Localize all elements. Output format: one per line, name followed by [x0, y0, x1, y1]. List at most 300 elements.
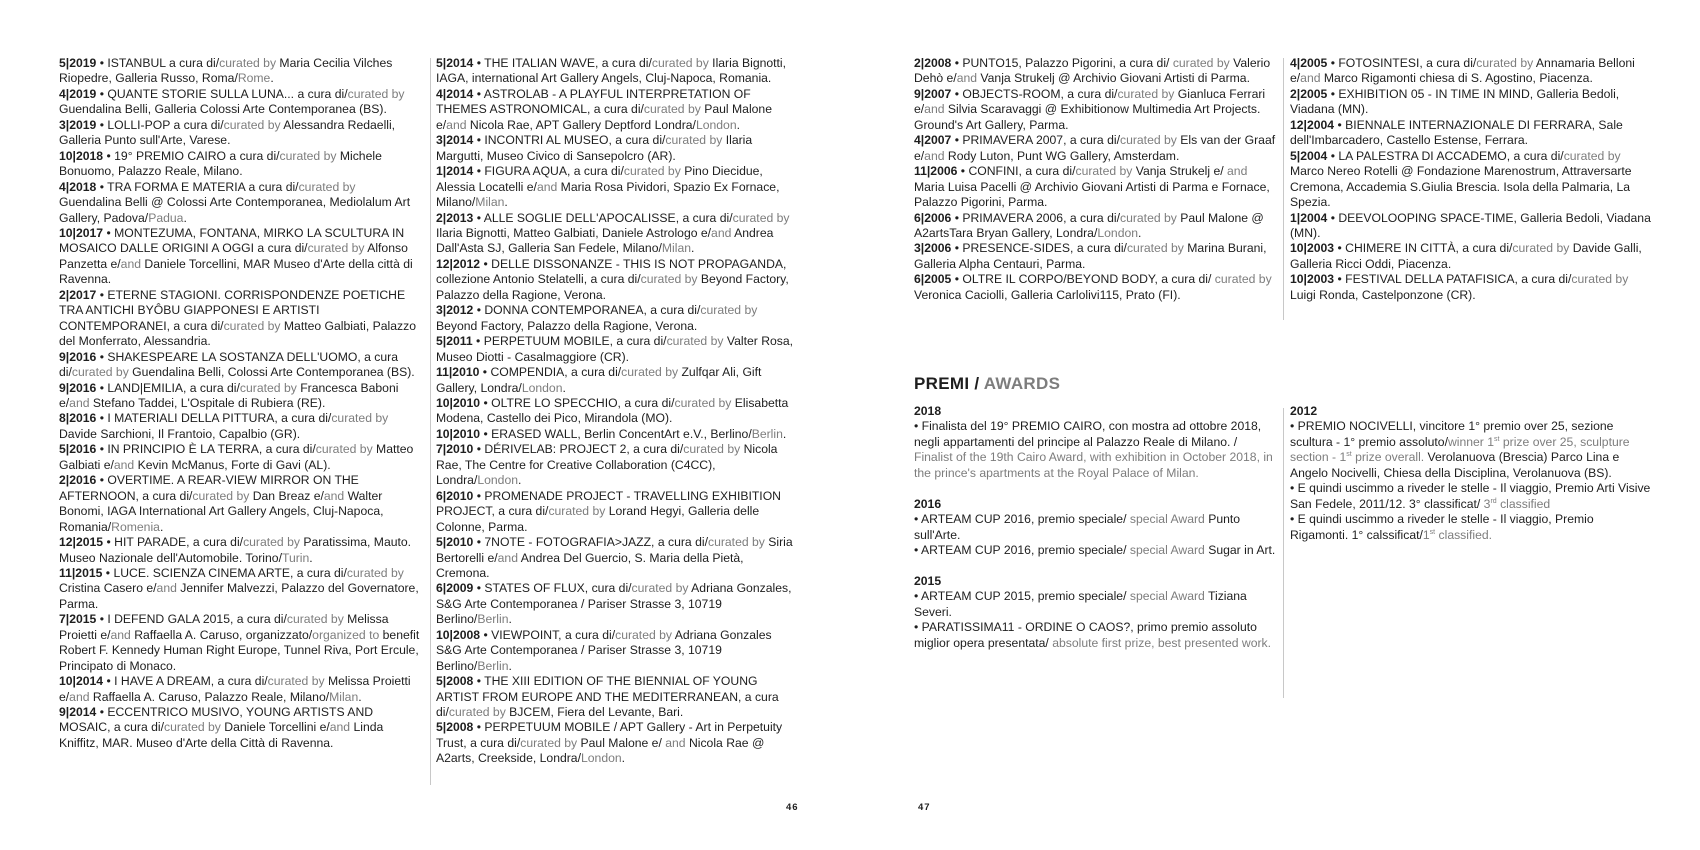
awards-title-en: AWARDS: [983, 374, 1061, 393]
exhibition-entry: [1290, 56, 1652, 87]
bullet-separator: •: [480, 256, 492, 271]
entry-text-english: and: [113, 457, 135, 472]
entry-text: .: [621, 751, 626, 766]
column-divider: [430, 58, 431, 785]
exhibition-entry: [436, 628, 798, 674]
entry-text: Els van der Graaf e/: [914, 133, 1276, 163]
entry-text: • E quindi uscimmo a riveder le stelle - Il viaggio, Premio Rigamonti. 1° calssificat/: [1290, 512, 1594, 542]
entry-text: INCONTRI AL MUSEO, a cura di/: [484, 133, 666, 148]
entry-text: Guendalina Belli, Galleria Colossi Arte Contemporanea (BS).: [59, 102, 387, 117]
entry-text-english: curated by: [286, 612, 344, 627]
bullet-separator: •: [480, 395, 492, 410]
entry-text: .: [159, 519, 164, 534]
bullet-separator: •: [473, 535, 485, 550]
entry-text: PROMENADE PROJECT - TRAVELLING EXHIBITION PROJECT, a cura di/: [436, 488, 781, 519]
exhibition-date: 7|2010: [436, 442, 474, 457]
entry-text-english: London: [580, 751, 622, 766]
entry-text: Ilaria Bignotti, Matteo Galbiati, Daniele Astrologo e/: [436, 225, 712, 240]
exhibition-date: 10|2003: [1290, 241, 1335, 256]
entry-text-english: Rome: [237, 71, 271, 86]
entry-text-english: curated by: [683, 442, 741, 457]
entry-text-english: Turin: [281, 550, 310, 565]
entry-text-english: special Award: [1129, 589, 1205, 604]
entry-text: OBJECTS-ROOM, a cura di/: [962, 86, 1118, 101]
exhibition-date: 2|2008: [914, 56, 952, 70]
entry-text-english: and: [69, 689, 90, 704]
entry-text-english: classified: [1496, 496, 1551, 511]
exhibition-date: 10|2017: [59, 225, 104, 240]
exhibition-date: 5|2010: [436, 535, 474, 550]
entry-text: ETERNE STAGIONI. CORRISPONDENZE POETICHE TRA ANTICHI BYÔBU GIAPPONESI E ARTISTI CONTEMPORANEI, a cura di/: [59, 287, 406, 333]
exhibition-entry: [59, 87, 421, 118]
bullet-separator: •: [1327, 56, 1339, 70]
page-number-left: 46: [786, 802, 799, 813]
exhibition-date: 4|2005: [1290, 56, 1328, 70]
awards-title-separator: /: [969, 374, 984, 393]
exhibition-date: 1|2014: [436, 164, 474, 179]
entry-text: .: [782, 426, 787, 441]
entry-text-english: and: [1300, 71, 1321, 86]
bullet-separator: •: [96, 612, 108, 627]
entry-text: PERPETUUM MOBILE / APT Gallery - Art in Perpetuity Trust, a cura di/: [436, 720, 783, 750]
entry-text: Adriana Gonzales S&G Arte Contemporanea / Pariser Strasse 3, 10719 Berlino/: [436, 627, 772, 673]
entry-text: CONFINI, a cura di/: [968, 164, 1076, 179]
entry-text: Jennifer Malvezzi, Palazzo del Governatore, Parma.: [59, 581, 419, 611]
entry-text: Vanja Strukelj @ Archivio Giovani Artisti di Parma.: [977, 71, 1250, 86]
entry-text: I MATERIALI DELLA PITTURA, a cura di/: [107, 411, 332, 426]
exhibition-date: 12|2012: [436, 256, 481, 271]
entry-text: OLTRE LO SPECCHIO, a cura di/: [491, 395, 675, 410]
exhibition-date: 2|2013: [436, 210, 474, 225]
entry-text: LUCE. SCIENZA CINEMA ARTE, a cura di/: [113, 565, 347, 580]
entry-text-english: curated by: [243, 535, 300, 550]
bullet-separator: •: [96, 86, 108, 101]
entry-text: Matteo Galbiati e/: [59, 442, 414, 472]
bullet-separator: •: [96, 473, 108, 488]
exhibition-date: 3|2012: [436, 303, 474, 318]
entry-text-english: curated by: [631, 581, 689, 596]
bullet-separator: •: [96, 179, 108, 194]
exhibition-date: 5|2008: [436, 720, 474, 735]
entry-text: Sugar in Art.: [1204, 543, 1276, 558]
bullet-separator: •: [951, 241, 963, 256]
entry-text-english: curated by: [623, 164, 681, 179]
entry-text-english: curated by: [347, 86, 405, 101]
entry-text: Maria Luisa Pacelli @ Archivio Giovani Artisti di Parma e Fornace, Palazzo Pigorini, Parma.: [914, 179, 1270, 210]
entry-text: THE XIII EDITION OF THE BIENNIAL OF YOUNG ARTIST FROM EUROPE AND THE MEDITERRANEAN, a cura di/: [436, 674, 779, 720]
award-entry: [914, 543, 1276, 558]
exhibition-entry: [59, 118, 421, 149]
entry-text: ECCENTRICO MUSIVO, YOUNG ARTISTS AND MOSAIC, a cura di/: [59, 705, 374, 735]
bullet-separator: •: [473, 720, 485, 735]
award-entry: [1290, 481, 1652, 512]
entry-text-english: and: [323, 488, 345, 503]
exhibition-entry: [436, 581, 798, 627]
entry-text: Linda Kniffitz, MAR. Museo d'Arte della Città di Ravenna.: [59, 720, 384, 750]
award-year: 2018: [914, 404, 942, 418]
exhibitions-column-3: [914, 56, 1276, 303]
entry-text: VIEWPOINT, a cura di/: [491, 627, 616, 642]
entry-text: I DEFEND GALA 2015, a cura di/: [107, 612, 287, 627]
exhibition-entry: [436, 720, 798, 766]
exhibition-date: 4|2018: [59, 179, 97, 194]
entry-text-english: Finalist of the 19th Cairo Award, with exhibition in October 2018, in the prince's apartments at the Royal Palace of Milan.: [914, 450, 1273, 480]
award-entry: [1290, 512, 1652, 543]
entry-text-english: curated by: [298, 179, 356, 194]
entry-text-english: curated by: [448, 705, 506, 720]
exhibition-date: 12|2015: [59, 535, 104, 550]
exhibition-date: 12|2004: [1290, 117, 1335, 132]
exhibition-entry: [436, 365, 798, 396]
entry-text: Paul Malone @ A2artsTara Bryan Gallery, Londra/: [914, 210, 1264, 240]
exhibition-date: 9|2014: [59, 705, 97, 720]
exhibition-entry: [59, 381, 421, 412]
awards-title-it: PREMI: [914, 374, 970, 393]
entry-text-english: curated by: [651, 56, 709, 70]
award-entry: [914, 512, 1276, 543]
entry-text: PUNTO15, Palazzo Pigorini, a cura di/: [962, 56, 1173, 70]
exhibition-date: 4|2007: [914, 133, 952, 148]
entry-text-english: Romenia: [111, 519, 160, 534]
entry-text: Adriana Gonzales, S&G Arte Contemporanea / Pariser Strasse 3, 10719 Berlino/: [436, 581, 792, 627]
exhibition-entry: [59, 56, 421, 87]
entry-text: Marina Burani, Galleria Alpha Centauri, Parma.: [914, 241, 1267, 271]
exhibition-date: 6|2009: [436, 581, 474, 596]
exhibition-entry: [59, 705, 421, 751]
entry-text: • E quindi uscimmo a riveder le stelle - Il viaggio, Premio Arti Visive San Fedele, 2011/12. 3° classificat/: [1290, 481, 1651, 511]
entry-text: • ARTEAM CUP 2016, premio speciale/: [914, 512, 1130, 527]
award-year: 2016: [914, 496, 942, 511]
entry-text: Nicola Rae, APT Gallery Deptford Londra/: [466, 117, 696, 132]
entry-text-english: curated by: [1214, 272, 1272, 287]
exhibition-entry: [59, 612, 421, 674]
bullet-separator: •: [951, 86, 963, 101]
entry-text: Guendalina Belli, Colossi Arte Contemporanea (BS).: [128, 365, 415, 380]
exhibition-date: 3|2019: [59, 117, 97, 132]
bullet-separator: •: [473, 56, 485, 70]
entry-text-english: and: [1227, 164, 1248, 179]
bullet-separator: •: [951, 133, 963, 148]
column-divider: [1283, 58, 1284, 320]
entry-text: Daniele Torcellini, MAR Museo d'Arte della città di Ravenna.: [59, 256, 413, 287]
entry-text-english: classified.: [1435, 527, 1493, 542]
exhibition-entry: [436, 257, 798, 303]
entry-text: EXHIBITION 05 - IN TIME IN MIND, Galleria Bedoli, Viadana (MN).: [1290, 86, 1620, 117]
exhibition-entry: [59, 180, 421, 226]
exhibition-date: 5|2011: [436, 334, 473, 349]
bullet-separator: •: [96, 442, 108, 457]
entry-text: Paul Malone e/: [436, 102, 772, 132]
entry-text: Kevin McManus, Forte di Gavi (AL).: [134, 457, 331, 472]
entry-text-english: absolute first prize, best presented work.: [1052, 635, 1272, 650]
bullet-separator: •: [473, 488, 485, 503]
exhibition-entry: [59, 442, 421, 473]
exhibition-entry: [436, 56, 798, 87]
exhibition-entry: [59, 411, 421, 442]
bullet-separator: •: [957, 164, 969, 179]
entry-text-english: st: [1494, 435, 1500, 443]
bullet-separator: •: [1327, 86, 1339, 101]
bullet-separator: •: [479, 365, 491, 380]
entry-text: Lorand Hegyi, Galleria delle Colonne, Parma.: [436, 504, 760, 534]
entry-text: Paratissima, Mauto. Museo Nazionale dell'Automobile. Torino/: [59, 535, 412, 565]
entry-text: Ilaria Bignotti, IAGA, international Art Gallery Angels, Cluj-Napoca, Romania.: [436, 56, 787, 86]
entry-text-english: curated by: [1571, 272, 1629, 287]
bullet-separator: •: [1327, 210, 1339, 225]
exhibition-entry: [1290, 87, 1652, 118]
entry-text-english: and: [711, 225, 732, 240]
bullet-separator: •: [473, 303, 485, 318]
exhibition-entry: [436, 535, 798, 581]
bullet-separator: •: [951, 210, 963, 225]
entry-text-english: curated by: [1476, 56, 1534, 70]
entry-text-english: curated by: [700, 303, 758, 318]
entry-text: OLTRE IL CORPO/BEYOND BODY, a cura di/: [962, 272, 1215, 287]
entry-text-english: winner 1: [1447, 434, 1495, 449]
entry-text: .: [309, 550, 313, 565]
award-year-block: [1290, 404, 1652, 543]
entry-text-english: and: [536, 179, 558, 194]
exhibition-entry: [914, 164, 1276, 210]
entry-text-english: curated by: [548, 504, 606, 519]
bullet-separator: •: [473, 442, 485, 457]
entry-text: Veronica Caciolli, Galleria Carlolivi115, Prato (FI).: [914, 287, 1181, 302]
entry-text-english: special Award: [1129, 512, 1205, 527]
entry-text-english: curated by: [732, 210, 790, 225]
entry-text: .: [270, 71, 274, 86]
exhibition-date: 5|2016: [59, 442, 97, 457]
award-entry: [914, 589, 1276, 620]
entry-text-english: Berlin: [751, 426, 783, 441]
entry-text: Dan Breaz e/: [249, 488, 324, 503]
entry-text-english: and: [69, 395, 90, 410]
entry-text: Melissa Proietti e/: [59, 612, 389, 642]
exhibition-date: 11|2006: [914, 164, 958, 179]
entry-text-english: and: [665, 735, 686, 750]
entry-text-english: curated by: [1119, 133, 1177, 148]
entry-text: .: [183, 210, 187, 225]
entry-text: Maria Rosa Pividori, Spazio Ex Fornace, Milano/: [436, 179, 780, 210]
award-year-block: [914, 574, 1276, 651]
exhibition-entry: [436, 87, 798, 133]
entry-text: • Finalista del 19° PREMIO CAIRO, con mostra ad ottobre 2018, negli appartamenti del principe al Palazzo Reale di Milano. /: [914, 419, 1262, 449]
entry-text: Siria Bertorelli e/: [436, 535, 793, 565]
exhibition-entry: [59, 149, 421, 180]
exhibition-date: 10|2008: [436, 627, 481, 642]
bullet-separator: •: [103, 148, 115, 163]
column-divider: [1283, 408, 1284, 698]
exhibition-entry: [59, 350, 421, 381]
exhibition-entry: [436, 396, 798, 427]
bullet-separator: •: [480, 627, 492, 642]
entry-text-english: curated by: [674, 395, 732, 410]
entry-text: Walter Bonomi, IAGA International Art Gallery Angels, Cluj-Napoca, Romania/: [59, 488, 384, 534]
entry-text-english: and: [956, 71, 978, 86]
bullet-separator: •: [96, 349, 108, 364]
bullet-separator: •: [473, 581, 485, 596]
entry-text: Silvia Scaravaggi @ Exhibitionow Multimedia Art Projects. Ground's Art Gallery, Parma.: [914, 102, 1261, 132]
exhibition-entry: [59, 535, 421, 566]
entry-text: FOTOSINTESI, a cura di/: [1338, 56, 1477, 70]
entry-text: COMPENDIA, a cura di/: [490, 365, 622, 380]
entry-text: Paul Malone e/: [577, 735, 666, 750]
entry-text-english: curated by: [707, 535, 765, 550]
award-year: 2012: [1290, 404, 1318, 418]
entry-text-english: st: [1429, 528, 1436, 536]
exhibition-date: 11|2010: [436, 365, 480, 380]
entry-text: PERPETUUM MOBILE, a cura di/: [483, 334, 667, 349]
entry-text: HIT PARADE, a cura di/: [114, 535, 244, 550]
entry-text: Davide Sarchioni, Il Frantoio, Capalbio (GR).: [59, 426, 301, 441]
bullet-separator: •: [1334, 117, 1346, 132]
exhibitions-column-2: [436, 56, 798, 767]
entry-text: FIGURA AQUA, a cura di/: [484, 164, 624, 179]
exhibition-date: 4|2014: [436, 86, 474, 101]
bullet-separator: •: [103, 535, 115, 550]
entry-text: Andrea Dall'Asta SJ, Galleria San Fedele, Milano/: [436, 225, 774, 256]
entry-text-english: curated by: [267, 674, 325, 689]
entry-text: CHIMERE IN CITTÀ, a cura di/: [1345, 241, 1513, 256]
awards-column-1: [914, 404, 1276, 667]
entry-text-english: curated by: [666, 334, 724, 349]
exhibition-entry: [914, 241, 1276, 272]
entry-text: IN PRINCIPIO È LA TERRA, a cura di/: [107, 442, 316, 457]
entry-text-english: and: [329, 720, 351, 735]
entry-text: Alfonso Panzetta e/: [59, 241, 408, 271]
award-year: 2015: [914, 573, 942, 588]
bullet-separator: •: [473, 210, 484, 225]
entry-text: Maria Cecilia Vilches Riopedre, Galleria Russo, Roma/: [59, 56, 393, 86]
entry-text: • PARATISSIMA11 - ORDINE O CAOS?, primo premio assoluto miglior opera presentata/: [914, 620, 1257, 650]
bullet-separator: •: [473, 86, 484, 101]
award-year-block: [914, 497, 1276, 559]
bullet-separator: •: [1327, 148, 1339, 163]
entry-text: .: [1138, 225, 1142, 240]
bullet-separator: •: [1334, 241, 1346, 256]
bullet-separator: •: [951, 272, 963, 287]
entry-text-english: Berlin: [477, 612, 509, 627]
bullet-separator: •: [96, 56, 108, 70]
exhibitions-column-4: [1290, 56, 1652, 303]
entry-text: Gianluca Ferrari e/: [914, 86, 1266, 117]
entry-text-english: curated by: [307, 241, 365, 256]
exhibition-date: 10|2003: [1290, 272, 1335, 287]
exhibition-entry: [914, 56, 1276, 87]
exhibition-date: 10|2010: [436, 395, 481, 410]
entry-text-english: London: [477, 473, 519, 488]
entry-text: .: [508, 658, 512, 673]
exhibition-date: 10|2010: [436, 426, 481, 441]
entry-text: Punto sull'Arte.: [914, 512, 1241, 542]
entry-text-english: and: [924, 102, 945, 117]
exhibition-date: 7|2015: [59, 612, 97, 627]
entry-text-english: and: [446, 117, 467, 132]
entry-text-english: London: [695, 117, 737, 132]
exhibition-date: 5|2014: [436, 56, 474, 70]
entry-text-english: Padua: [148, 210, 184, 225]
award-entry: [914, 620, 1276, 651]
entry-text: Francesca Baboni e/: [59, 380, 399, 410]
exhibition-entry: [436, 133, 798, 164]
exhibition-date: 2|2005: [1290, 86, 1328, 101]
exhibition-entry: [436, 164, 798, 210]
bullet-separator: •: [480, 426, 492, 441]
entry-text: ERASED WALL, Berlin ConcentArt e.V., Berlino/: [491, 426, 752, 441]
exhibition-entry: [59, 473, 421, 535]
entry-text: Michele Bonuomo, Palazzo Reale, Milano.: [59, 148, 382, 179]
bullet-separator: •: [96, 411, 108, 426]
exhibition-entry: [59, 226, 421, 288]
bullet-separator: •: [473, 133, 485, 148]
entry-text-english: curated by: [346, 565, 404, 580]
bullet-separator: •: [473, 164, 485, 179]
entry-text: benefit Robert F. Kennedy Human Right Europe, Tunnel Riva, Port Ercule, Principato di Monaco.: [59, 627, 420, 673]
entry-text: LA PALESTRA DI ACCADEMO, a cura di/: [1338, 148, 1564, 163]
entry-text-english: st: [1346, 451, 1352, 459]
exhibition-entry: [436, 442, 798, 488]
entry-text: 19° PREMIO CAIRO a cura di/: [114, 148, 280, 163]
entry-text: Raffaella A. Caruso, organizzato/: [130, 627, 313, 642]
exhibition-entry: [1290, 118, 1652, 149]
entry-text: LOLLI-POP a cura di/: [107, 117, 224, 132]
entry-text: Andrea Del Guercio, S. Maria della Pietà, Cremona.: [436, 550, 744, 580]
entry-text: Guendalina Belli @ Colossi Arte Contemporanea, Mediolalum Art Gallery, Padova/: [59, 195, 411, 225]
entry-text: Elisabetta Modena, Castello dei Pico, Mirandola (MO).: [436, 395, 789, 426]
entry-text: .: [736, 117, 740, 132]
entry-text: Pino Diecidue, Alessia Locatelli e/: [436, 164, 763, 194]
exhibition-entry: [59, 288, 421, 350]
entry-text: DONNA CONTEMPORANEA, a cura di/: [484, 303, 701, 318]
entry-text-english: curated by: [1126, 241, 1184, 256]
entry-text: DÉRIVELAB: PROJECT 2, a cura di/: [484, 442, 684, 457]
exhibition-date: 2|2016: [59, 473, 97, 488]
entry-text-english: and: [110, 627, 131, 642]
entry-text: .: [504, 195, 508, 210]
exhibition-entry: [914, 87, 1276, 133]
exhibition-entry: [436, 427, 798, 442]
exhibition-date: 2|2017: [59, 287, 97, 302]
entry-text: Davide Galli, Galleria Ricci Oddi, Piacenza.: [1290, 241, 1642, 271]
exhibition-date: 9|2016: [59, 349, 97, 364]
exhibition-entry: [1290, 149, 1652, 211]
entry-text: BJCEM, Fiera del Levante, Bari.: [505, 705, 684, 720]
entry-text-english: curated by: [1117, 86, 1175, 101]
entry-text-english: curated by: [665, 133, 723, 148]
bullet-separator: •: [951, 56, 963, 70]
entry-text-english: rd: [1490, 497, 1497, 505]
entry-text: Valerio Dehò e/: [914, 56, 1271, 86]
award-year-block: [914, 404, 1276, 481]
entry-text: OVERTIME. A REAR-VIEW MIRROR ON THE AFTERNOON, a cura di/: [59, 473, 359, 503]
entry-text: Alessandra Redaelli, Galleria Punto sull'Arte, Varese.: [59, 117, 396, 148]
entry-text-english: curated by: [192, 488, 250, 503]
entry-text-english: and: [120, 256, 142, 271]
exhibition-date: 10|2014: [59, 674, 104, 689]
entry-text: PRIMAVERA 2006, a cura di/: [962, 210, 1120, 225]
bullet-separator: •: [96, 380, 108, 395]
exhibition-date: 6|2005: [914, 272, 952, 287]
entry-text-english: curated by: [1512, 241, 1570, 256]
award-entry: [914, 419, 1276, 481]
exhibition-date: 5|2008: [436, 674, 474, 689]
exhibition-entry: [436, 211, 798, 257]
bullet-separator: •: [1334, 272, 1346, 287]
bullet-separator: •: [96, 287, 108, 302]
exhibition-date: 9|2016: [59, 380, 97, 395]
awards-title: [914, 374, 1060, 394]
entry-text: I HAVE A DREAM, a cura di/: [114, 674, 268, 689]
exhibition-entry: [914, 133, 1276, 164]
